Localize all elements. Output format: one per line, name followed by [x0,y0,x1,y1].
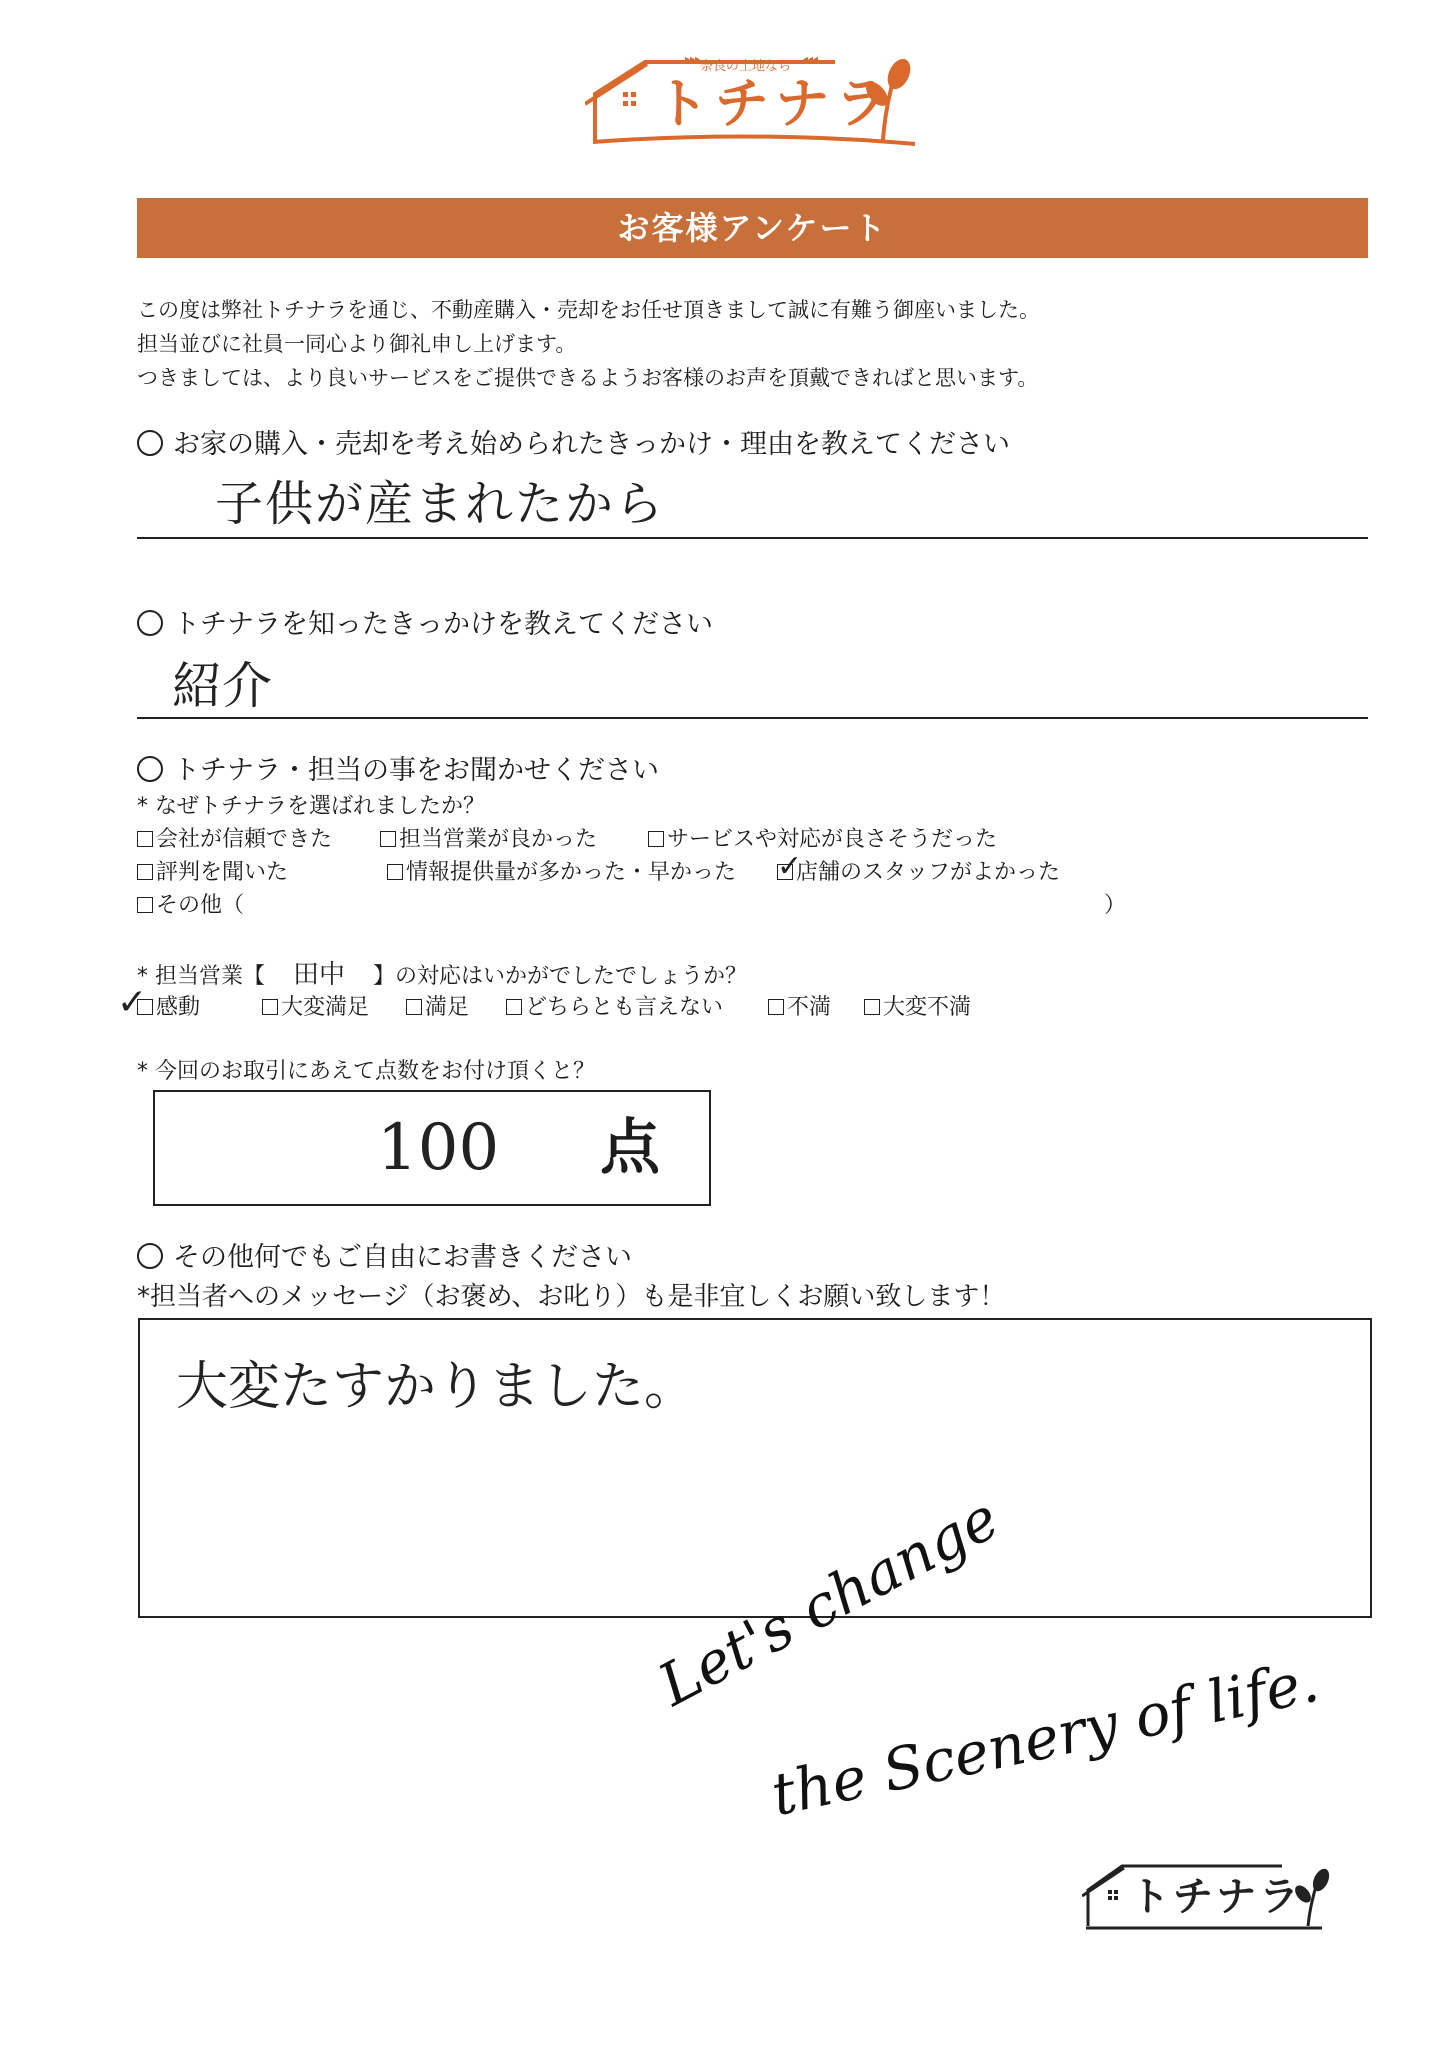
question-1-label: お家の購入・売却を考え始められたきっかけ・理由を教えてください [173,429,1010,460]
checkbox-icon [380,831,396,847]
question-4 [137,1240,632,1276]
question-4-label: その他何でもご自由にお書きください [173,1242,632,1273]
brand-name: トチナラ [655,72,895,135]
question-3 [137,753,659,789]
rating-option[interactable]: 大変満足 [262,993,369,1023]
intro-line-2: 担当並びに社員一同心より御礼申し上げます。 [137,332,577,356]
checkbox-icon [406,999,422,1015]
score-unit: 点 [600,1113,660,1183]
brand-tagline: 奈良の土地なら [700,59,792,74]
why-option[interactable]: サービスや対応が良さそうだった [648,825,997,855]
brand-logo-bottom [1082,1856,1344,1936]
intro-line-3: つきましては、より良いサービスをご提供できるようお客様のお声を頂戴できればと思います。 [137,366,1039,390]
circle-bullet-icon [137,1243,163,1269]
slogan-line-2: the Scenery of life. [765,1646,1325,1830]
page-title: お客様アンケート [617,209,888,247]
question-2-label: トチナラを知ったきっかけを教えてください [173,609,713,640]
checkbox-icon [648,831,664,847]
why-option-other-close: ） [1104,893,1127,918]
question-4-note: *担当者へのメッセージ（お褒め、お叱り）も是非宜しくお願い致します！ [137,1282,1006,1312]
checkbox-icon [506,999,522,1015]
why-option[interactable]: 情報提供量が多かった・早かった [387,858,736,888]
message-handwritten: 大変たすかりました。 [176,1357,697,1417]
checkmark-icon: ✓ [117,982,148,1023]
rating-option[interactable]: 大変不満 [864,993,971,1023]
why-label: * なぜトチナラを選ばれましたか？ [137,794,485,819]
circle-bullet-icon [137,756,163,782]
rating-option-checked[interactable]: 感動 [137,993,200,1023]
why-option-checked[interactable]: 店舗のスタッフがよかった [777,858,1060,888]
svg-text:◂◂◂: ◂◂◂ [803,54,819,65]
rating-option[interactable]: どちらとも言えない [506,993,723,1023]
intro-line-1: この度は弊社トチナラを通じ、不動産購入・売却をお任せ頂きまして誠に有難う御座いました。 [137,298,1040,322]
staff-name-handwritten: 田中 [292,960,345,990]
brand-name-bottom: トチナラ [1130,1874,1302,1920]
score-box [153,1090,711,1206]
svg-text:▸▸▸: ▸▸▸ [685,54,701,65]
score-value-handwritten: 100 [377,1111,500,1185]
rating-option[interactable]: 不満 [768,993,831,1023]
staff-rating-label: * 担当営業【 田中 】の対応はいかがでしたでしょうか？ [137,960,748,990]
checkbox-icon [387,864,403,880]
checkbox-icon [137,864,153,880]
rating-option[interactable]: 満足 [406,993,469,1023]
checkmark-icon: ✓ [777,849,803,884]
why-option[interactable]: 評判を聞いた [137,858,288,888]
circle-bullet-icon [137,610,163,636]
answer-2-handwritten: 紹介 [172,657,272,715]
checkbox-icon [137,831,153,847]
score-label: * 今回のお取引にあえて点数をお付け頂くと？ [137,1059,595,1084]
title-bar [137,198,1368,258]
why-option-other[interactable]: その他（ [137,891,244,921]
checkbox-icon [262,999,278,1015]
why-option[interactable]: 会社が信頼できた [137,825,332,855]
checkbox-icon [864,999,880,1015]
question-2 [137,607,713,643]
answer-1-line [137,537,1368,539]
why-option[interactable]: 担当営業が良かった [380,825,597,855]
question-1 [137,427,1010,463]
checkbox-icon [768,999,784,1015]
message-box [138,1318,1372,1618]
answer-1-handwritten: 子供が産まれたから [215,476,666,532]
question-3-label: トチナラ・担当の事をお聞かせください [173,755,659,786]
answer-2-line [137,717,1368,719]
slogan-line-1: Let's change [647,1483,1010,1720]
checkbox-icon [137,897,153,913]
circle-bullet-icon [137,430,163,456]
